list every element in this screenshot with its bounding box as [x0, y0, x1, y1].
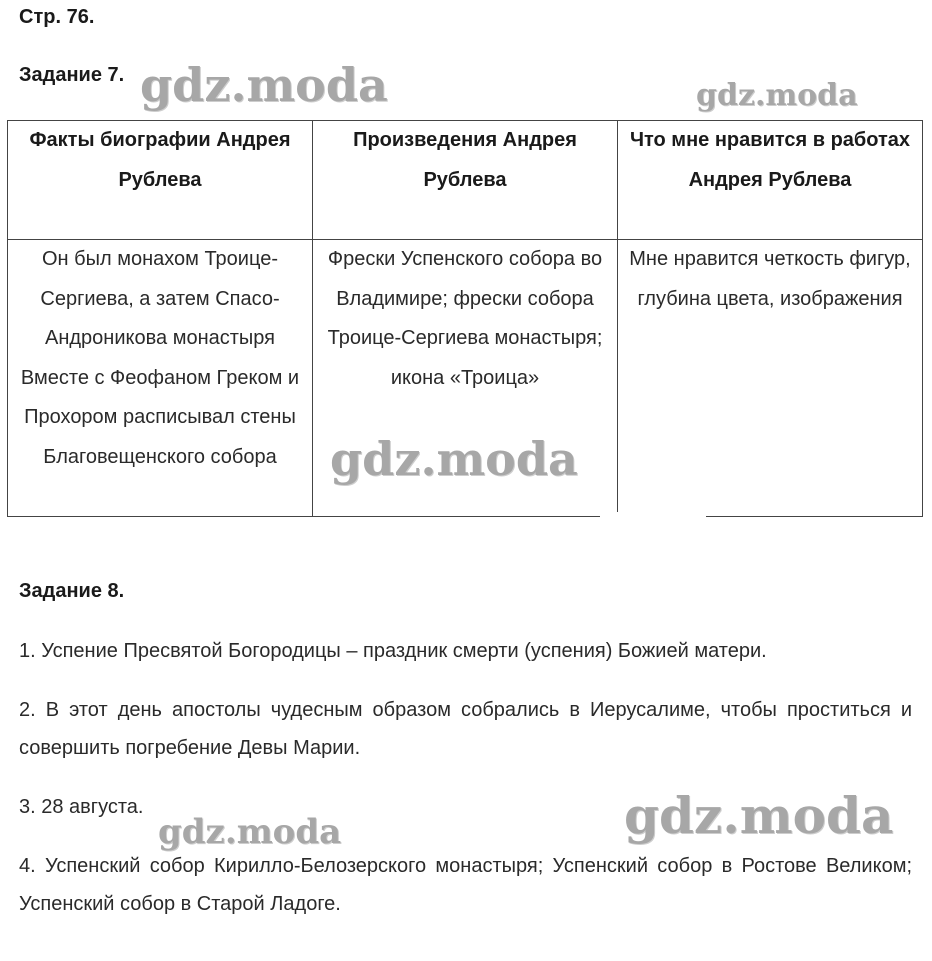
- page-number: Стр. 76.: [19, 6, 95, 28]
- answer-1: 1. Успение Пресвятой Богородицы – праздник смерти (успения) Божией матери.: [19, 640, 767, 662]
- watermark: gdz.moda: [140, 58, 388, 112]
- table-cell: Фрески Успенского собора во Владимире; фрески собора Троице-Сергиева монастыря; икона «Троица»: [313, 240, 618, 517]
- scan-gap: [618, 386, 626, 526]
- answer-3: 3. 28 августа.: [19, 796, 144, 818]
- table-cell: Мне нравится четкость фигур, глубина цвета, изображения: [618, 240, 923, 517]
- task-7-heading: Задание 7.: [19, 64, 125, 86]
- scan-gap: [600, 512, 706, 526]
- table-cell: Он был монахом Троице-Сергиева, а затем Спасо-Андроникова монастыря Вместе с Феофаном Греком и Прохором расписывал стены Благовещенского собора: [8, 240, 313, 517]
- watermark: gdz.moda: [158, 812, 342, 852]
- watermark: gdz.moda: [330, 432, 578, 486]
- table-header-cell: Что мне нравится в работах Андрея Рублева: [618, 121, 923, 240]
- table-header-cell: Произведения Андрея Рублева: [313, 121, 618, 240]
- table-header-cell: Факты биографии Андрея Рублева: [8, 121, 313, 240]
- task-8-heading: Задание 8.: [19, 580, 125, 602]
- watermark: gdz.moda: [696, 78, 858, 113]
- table-header-row: [8, 121, 923, 240]
- watermark: gdz.moda: [624, 786, 894, 845]
- answer-4: 4. Успенский собор Кирилло-Белозерского монастыря; Успенский собор в Ростове Великом; Успенский собор в Старой Ладоге.: [19, 855, 912, 915]
- answer-2: 2. В этот день апостолы чудесным образом собрались в Иерусалиме, чтобы проститься и совершить погребение Девы Марии.: [19, 699, 912, 759]
